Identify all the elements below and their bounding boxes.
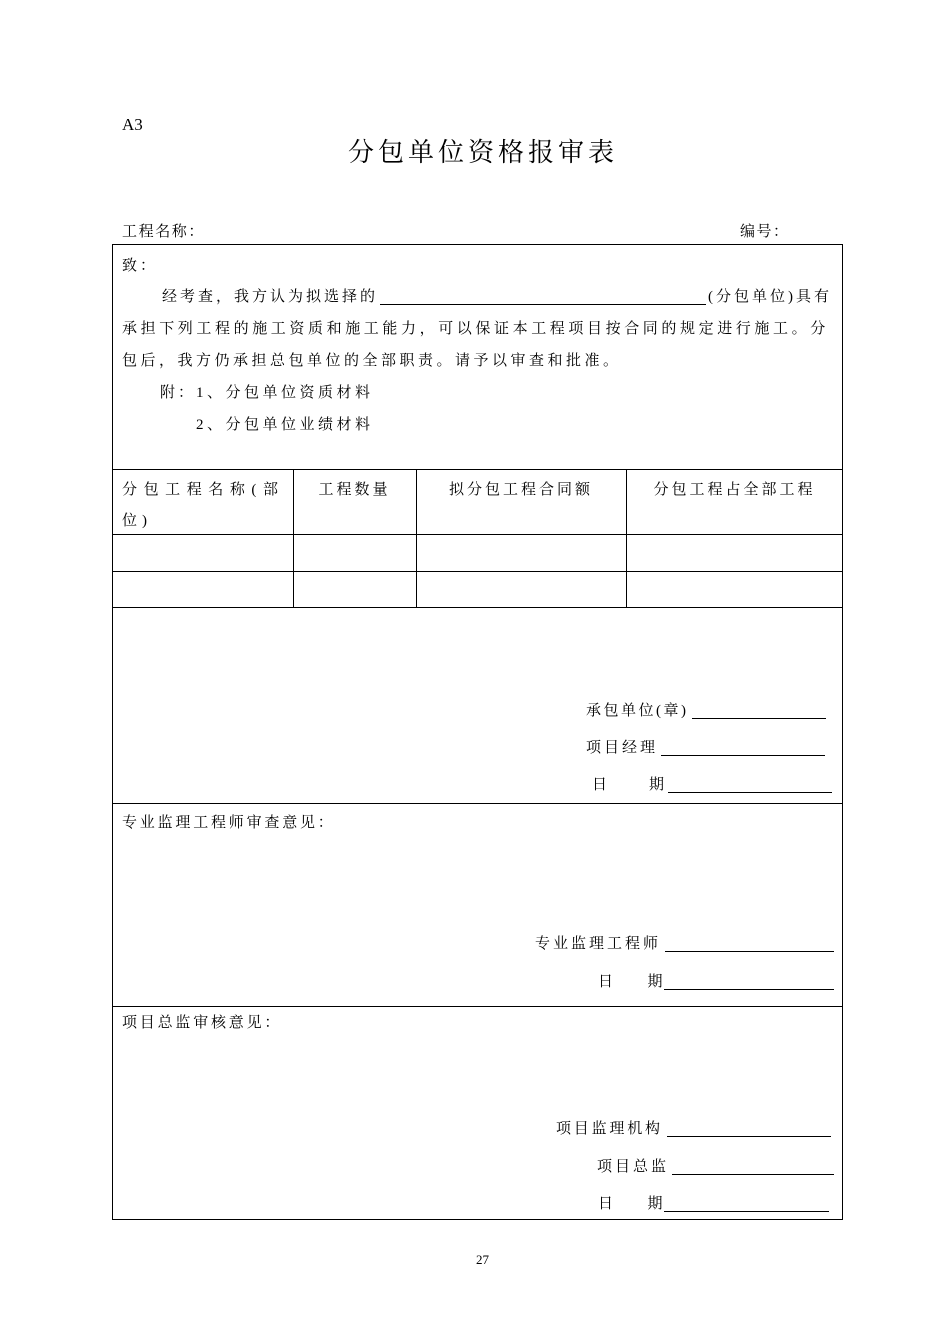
- attachment-item: 1、分包单位资质材料: [196, 385, 374, 401]
- column-header-contract-amount: 拟分包工程合同额: [448, 482, 593, 498]
- supervision-agency-label: 项目监理机构: [556, 1121, 663, 1137]
- signature-line: [672, 1174, 834, 1175]
- attachments-label: 附：: [160, 385, 197, 401]
- column-header-quantity: 工程数量: [318, 482, 391, 498]
- signature-line: [667, 1136, 831, 1137]
- statement-prefix: 经考查，我方认为拟选择的: [162, 289, 379, 305]
- column-header-share-of-total: 分包工程占全部工程: [653, 482, 816, 498]
- table-rule: [112, 469, 843, 470]
- number-label: 编号：: [740, 224, 790, 240]
- chief-review-heading: 项目总监审核意见：: [122, 1015, 283, 1031]
- attachment-item: 2、分包单位业绩材料: [196, 417, 374, 433]
- signature-line: [664, 1211, 829, 1212]
- table-rule: [112, 571, 843, 572]
- project-name-label: 工程名称：: [122, 224, 206, 240]
- chief-supervisor-label: 项目总监: [597, 1159, 670, 1175]
- page-number: 27: [476, 1252, 489, 1267]
- table-rule: [112, 1006, 843, 1007]
- contractor-seal-label: 承包单位(章): [586, 703, 689, 719]
- form-code: A3: [122, 115, 143, 134]
- specialist-engineer-label: 专业监理工程师: [535, 936, 662, 952]
- table-rule: [112, 607, 843, 608]
- date-label: 日 期: [592, 777, 669, 793]
- date-label: 日 期: [598, 1196, 665, 1212]
- statement-line: 包后，我方仍承担总包单位的全部职责。请予以审查和批准。: [122, 353, 622, 369]
- signature-line: [665, 951, 834, 952]
- signature-line: [692, 718, 826, 719]
- table-rule: [112, 803, 843, 804]
- statement-suffix: (分包单位)具有: [708, 289, 832, 305]
- project-manager-label: 项目经理: [586, 740, 659, 756]
- column-header-work-name: 分包工程名称(部位): [122, 482, 283, 529]
- to-label: 致：: [122, 258, 159, 274]
- signature-line: [661, 755, 825, 756]
- signature-line: [668, 792, 832, 793]
- date-label: 日 期: [598, 974, 665, 990]
- specialist-review-heading: 专业监理工程师审查意见：: [122, 815, 336, 831]
- subcontractor-name-blank: [380, 304, 706, 305]
- form-title: 分包单位资格报审表: [348, 138, 619, 167]
- signature-line: [664, 989, 834, 990]
- statement-line: 承担下列工程的施工资质和施工能力，可以保证本工程项目按合同的规定进行施工。分: [122, 321, 829, 337]
